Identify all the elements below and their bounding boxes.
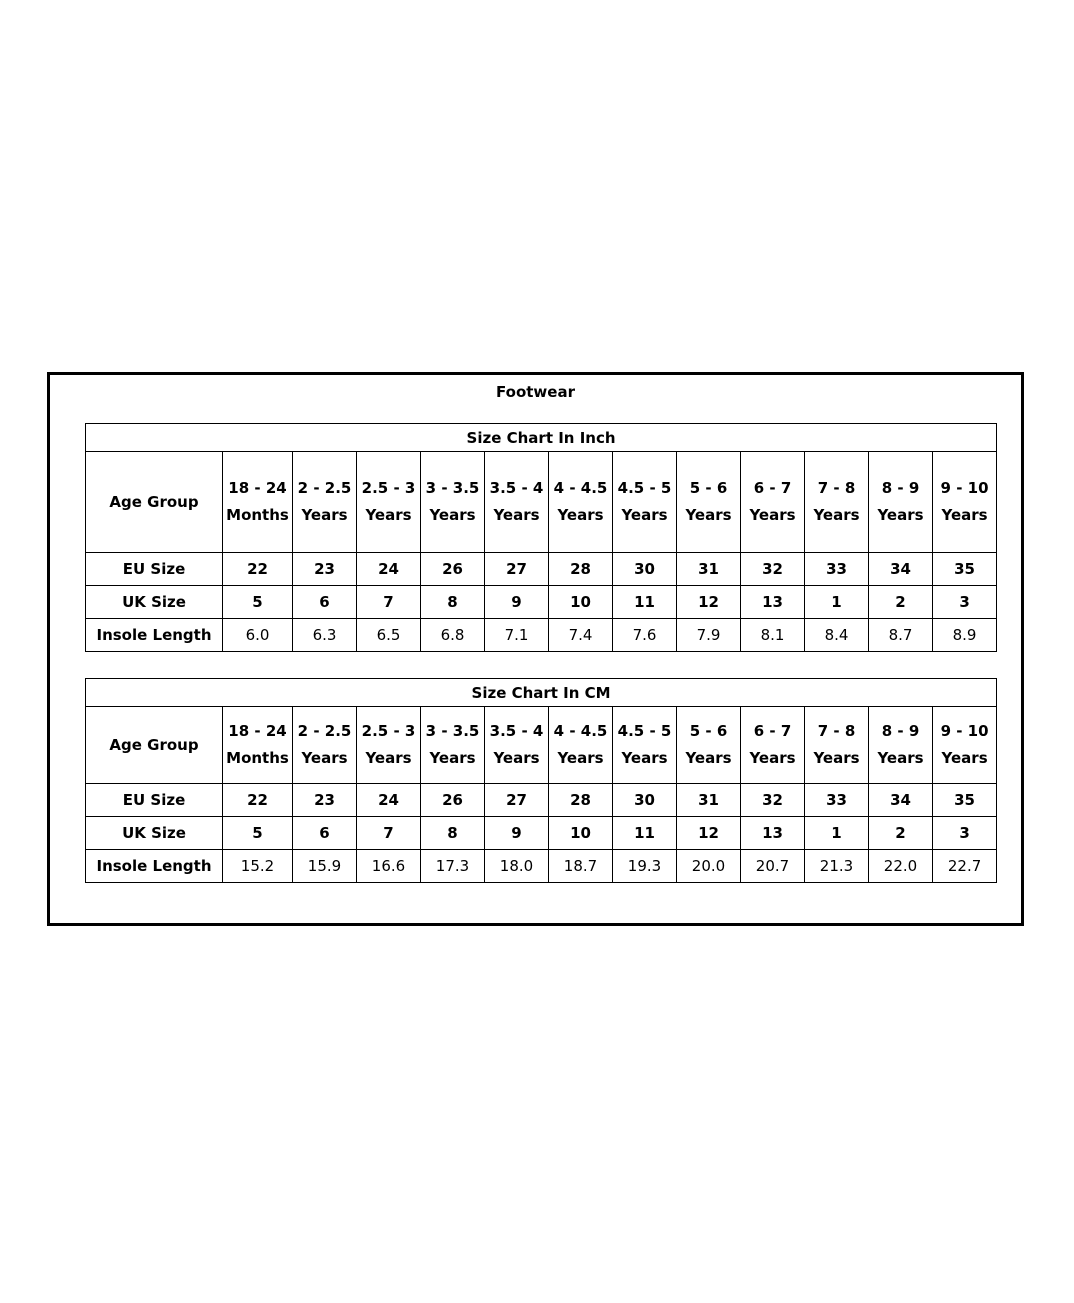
age-unit-text: Years (813, 506, 860, 524)
age-unit-text: Years (685, 506, 732, 524)
age-group-cell (357, 452, 421, 553)
eu-size-label: EU Size (86, 553, 223, 586)
age-group-cell (549, 707, 613, 784)
uk-size-label: UK Size (86, 586, 223, 619)
age-range-text: 5 - 6 (689, 479, 728, 497)
age-range-text: 4 - 4.5 (553, 479, 608, 497)
eu-value-cell: 35 (933, 553, 997, 586)
insole-value-cell: 8.7 (869, 619, 933, 652)
uk-value-cell: 11 (613, 586, 677, 619)
uk-value-cell: 2 (869, 817, 933, 850)
age-group-row (86, 707, 997, 784)
insole-value-cell: 20.0 (677, 850, 741, 883)
size-chart-cm-table (85, 678, 997, 883)
eu-value-cell: 26 (421, 784, 485, 817)
age-range-text: 7 - 8 (817, 479, 856, 497)
eu-value-cell: 23 (293, 784, 357, 817)
age-unit-text: Months (226, 506, 289, 524)
eu-value-cell: 33 (805, 784, 869, 817)
age-unit-text: Years (493, 506, 540, 524)
table-caption: Size Chart In CM (86, 679, 997, 707)
eu-value-cell: 22 (223, 553, 293, 586)
uk-value-cell: 13 (741, 586, 805, 619)
age-group-cell (933, 707, 997, 784)
eu-value-cell: 34 (869, 784, 933, 817)
eu-value-cell: 26 (421, 553, 485, 586)
insole-value-cell: 22.0 (869, 850, 933, 883)
age-unit-text: Years (557, 506, 604, 524)
eu-value-cell: 31 (677, 784, 741, 817)
insole-value-cell: 6.3 (293, 619, 357, 652)
uk-size-row (86, 586, 997, 619)
age-range-text: 2.5 - 3 (361, 479, 416, 497)
uk-value-cell: 8 (421, 817, 485, 850)
eu-value-cell: 31 (677, 553, 741, 586)
age-range-text: 2 - 2.5 (297, 479, 352, 497)
eu-value-cell: 27 (485, 784, 549, 817)
age-group-cell (805, 452, 869, 553)
age-group-cell (421, 707, 485, 784)
eu-value-cell: 28 (549, 553, 613, 586)
insole-value-cell: 15.2 (223, 850, 293, 883)
insole-value-cell: 8.1 (741, 619, 805, 652)
insole-value-cell: 7.9 (677, 619, 741, 652)
age-group-row (86, 452, 997, 553)
age-group-cell (223, 707, 293, 784)
insole-value-cell: 15.9 (293, 850, 357, 883)
age-unit-text: Years (877, 506, 924, 524)
eu-size-row (86, 553, 997, 586)
insole-length-row (86, 619, 997, 652)
age-unit-text: Years (429, 506, 476, 524)
eu-size-row (86, 784, 997, 817)
uk-value-cell: 12 (677, 817, 741, 850)
insole-value-cell: 8.9 (933, 619, 997, 652)
age-range-text: 8 - 9 (881, 722, 920, 740)
eu-value-cell: 28 (549, 784, 613, 817)
size-chart-frame (47, 372, 1024, 926)
age-group-cell (357, 707, 421, 784)
eu-value-cell: 23 (293, 553, 357, 586)
insole-length-row (86, 850, 997, 883)
uk-value-cell: 5 (223, 817, 293, 850)
insole-value-cell: 7.1 (485, 619, 549, 652)
uk-value-cell: 6 (293, 586, 357, 619)
page-title: Footwear (496, 383, 575, 401)
uk-value-cell: 5 (223, 586, 293, 619)
age-range-text: 18 - 24 (228, 479, 287, 497)
age-range-text: 9 - 10 (940, 479, 989, 497)
age-unit-text: Years (621, 749, 668, 767)
insole-value-cell: 20.7 (741, 850, 805, 883)
eu-value-cell: 33 (805, 553, 869, 586)
uk-value-cell: 7 (357, 817, 421, 850)
age-unit-text: Years (749, 749, 796, 767)
age-group-cell (613, 452, 677, 553)
uk-value-cell: 13 (741, 817, 805, 850)
age-group-cell (485, 452, 549, 553)
age-range-text: 2 - 2.5 (297, 722, 352, 740)
insole-value-cell: 8.4 (805, 619, 869, 652)
uk-value-cell: 3 (933, 586, 997, 619)
age-unit-text: Years (301, 749, 348, 767)
insole-value-cell: 22.7 (933, 850, 997, 883)
eu-value-cell: 34 (869, 553, 933, 586)
uk-value-cell: 10 (549, 817, 613, 850)
age-group-label: Age Group (86, 452, 223, 553)
eu-value-cell: 24 (357, 553, 421, 586)
age-group-cell (741, 452, 805, 553)
age-unit-text: Years (365, 749, 412, 767)
insole-value-cell: 16.6 (357, 850, 421, 883)
age-range-text: 6 - 7 (753, 479, 792, 497)
insole-value-cell: 19.3 (613, 850, 677, 883)
insole-value-cell: 7.6 (613, 619, 677, 652)
uk-value-cell: 6 (293, 817, 357, 850)
age-unit-text: Years (941, 506, 988, 524)
eu-value-cell: 27 (485, 553, 549, 586)
age-range-text: 5 - 6 (689, 722, 728, 740)
age-group-cell (869, 707, 933, 784)
age-group-cell (223, 452, 293, 553)
uk-value-cell: 12 (677, 586, 741, 619)
insole-length-label: Insole Length (86, 850, 223, 883)
insole-value-cell: 17.3 (421, 850, 485, 883)
age-range-text: 3 - 3.5 (425, 722, 480, 740)
insole-value-cell: 18.7 (549, 850, 613, 883)
uk-value-cell: 2 (869, 586, 933, 619)
age-unit-text: Years (557, 749, 604, 767)
age-range-text: 4.5 - 5 (617, 722, 672, 740)
age-unit-text: Years (493, 749, 540, 767)
age-group-cell (293, 452, 357, 553)
insole-value-cell: 6.5 (357, 619, 421, 652)
eu-value-cell: 22 (223, 784, 293, 817)
age-group-cell (421, 452, 485, 553)
age-group-cell (677, 707, 741, 784)
age-unit-text: Years (685, 749, 732, 767)
age-range-text: 3.5 - 4 (489, 722, 544, 740)
uk-value-cell: 3 (933, 817, 997, 850)
age-range-text: 9 - 10 (940, 722, 989, 740)
age-range-text: 6 - 7 (753, 722, 792, 740)
age-range-text: 3.5 - 4 (489, 479, 544, 497)
age-range-text: 8 - 9 (881, 479, 920, 497)
insole-length-label: Insole Length (86, 619, 223, 652)
age-unit-text: Years (365, 506, 412, 524)
age-range-text: 7 - 8 (817, 722, 856, 740)
age-unit-text: Years (877, 749, 924, 767)
age-group-cell (741, 707, 805, 784)
eu-value-cell: 35 (933, 784, 997, 817)
insole-value-cell: 7.4 (549, 619, 613, 652)
age-range-text: 4 - 4.5 (553, 722, 608, 740)
eu-value-cell: 30 (613, 553, 677, 586)
age-unit-text: Years (749, 506, 796, 524)
uk-size-row (86, 817, 997, 850)
age-unit-text: Years (941, 749, 988, 767)
eu-value-cell: 30 (613, 784, 677, 817)
age-unit-text: Years (621, 506, 668, 524)
age-unit-text: Years (429, 749, 476, 767)
uk-value-cell: 10 (549, 586, 613, 619)
eu-value-cell: 32 (741, 553, 805, 586)
insole-value-cell: 6.0 (223, 619, 293, 652)
uk-value-cell: 7 (357, 586, 421, 619)
age-range-text: 18 - 24 (228, 722, 287, 740)
age-range-text: 4.5 - 5 (617, 479, 672, 497)
age-group-cell (677, 452, 741, 553)
insole-value-cell: 18.0 (485, 850, 549, 883)
insole-value-cell: 6.8 (421, 619, 485, 652)
age-group-cell (613, 707, 677, 784)
eu-value-cell: 32 (741, 784, 805, 817)
age-unit-text: Months (226, 749, 289, 767)
table-caption: Size Chart In Inch (86, 424, 997, 452)
age-group-cell (869, 452, 933, 553)
uk-value-cell: 9 (485, 817, 549, 850)
size-chart-inch-table (85, 423, 997, 652)
insole-value-cell: 21.3 (805, 850, 869, 883)
age-group-label: Age Group (86, 707, 223, 784)
age-group-cell (933, 452, 997, 553)
uk-value-cell: 1 (805, 586, 869, 619)
uk-value-cell: 9 (485, 586, 549, 619)
age-range-text: 2.5 - 3 (361, 722, 416, 740)
uk-size-label: UK Size (86, 817, 223, 850)
eu-size-label: EU Size (86, 784, 223, 817)
uk-value-cell: 8 (421, 586, 485, 619)
age-range-text: 3 - 3.5 (425, 479, 480, 497)
age-group-cell (805, 707, 869, 784)
age-unit-text: Years (813, 749, 860, 767)
uk-value-cell: 1 (805, 817, 869, 850)
eu-value-cell: 24 (357, 784, 421, 817)
age-group-cell (293, 707, 357, 784)
age-group-cell (549, 452, 613, 553)
uk-value-cell: 11 (613, 817, 677, 850)
age-unit-text: Years (301, 506, 348, 524)
age-group-cell (485, 707, 549, 784)
